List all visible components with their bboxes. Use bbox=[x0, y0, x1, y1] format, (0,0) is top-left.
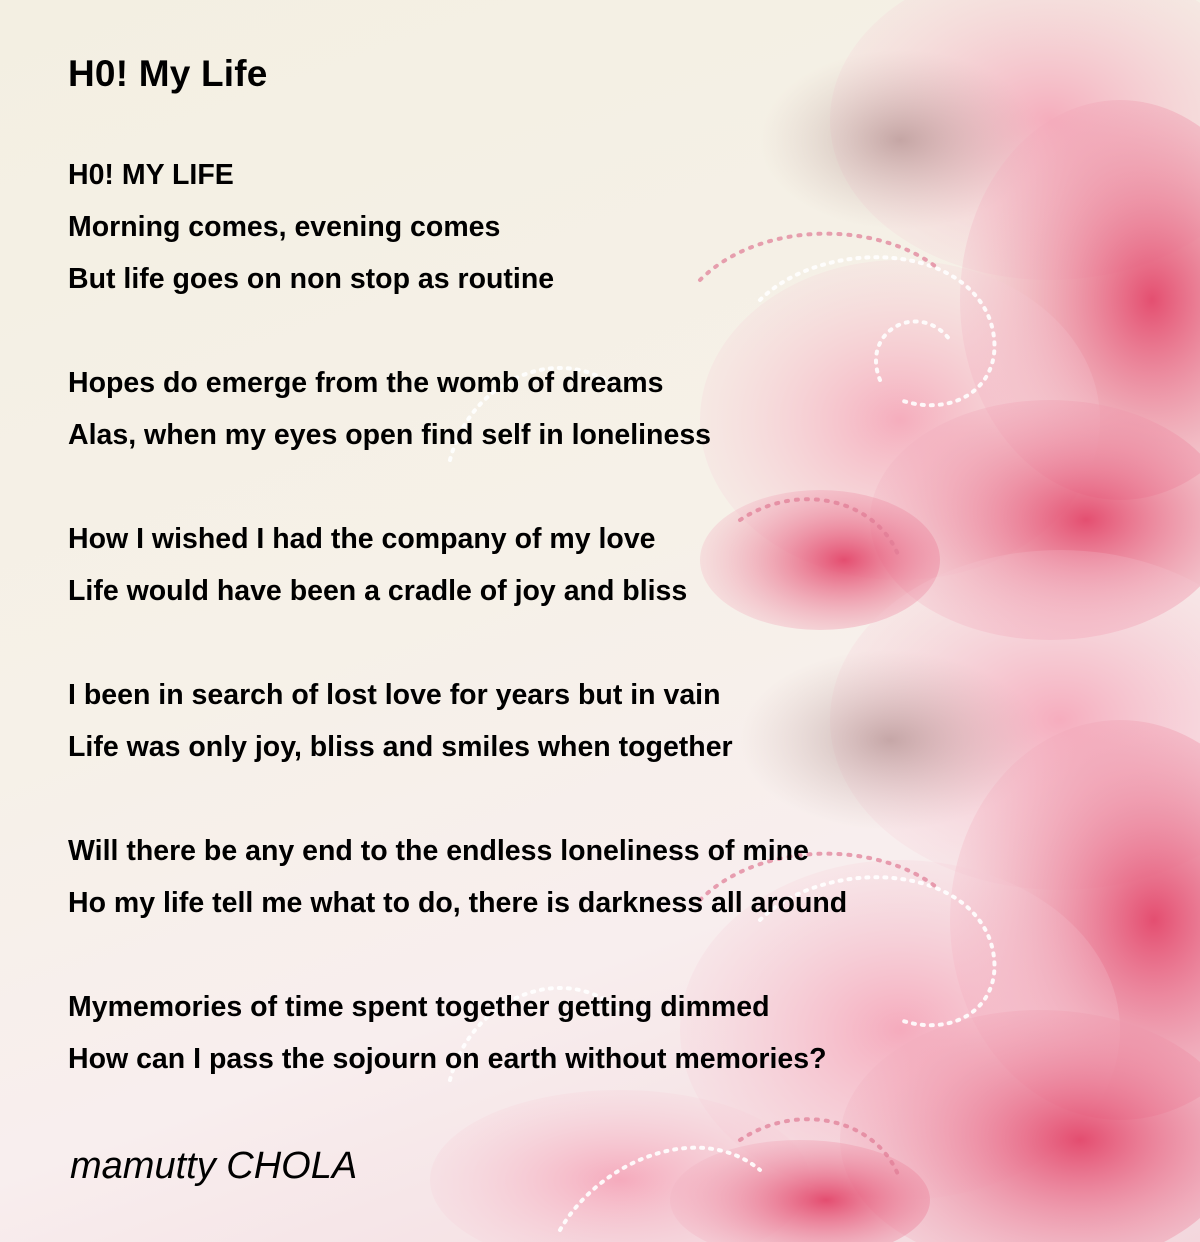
poem-title: H0! My Life bbox=[68, 53, 268, 94]
poem-line: Life was only joy, bliss and smiles when together bbox=[68, 731, 733, 763]
stanza-4 bbox=[68, 669, 733, 773]
stanza-3 bbox=[68, 513, 687, 617]
stanza-1 bbox=[68, 149, 554, 305]
poem-line: But life goes on non stop as routine bbox=[68, 263, 555, 295]
stanza-2 bbox=[68, 357, 711, 461]
poem-line: Morning comes, evening comes bbox=[68, 211, 501, 243]
poem-line: Mymemories of time spent together getting dimmed bbox=[68, 991, 770, 1023]
poem-author: mamutty CHOLA bbox=[70, 1145, 358, 1187]
stanza-5 bbox=[68, 825, 847, 929]
poem-line: I been in search of lost love for years but in vain bbox=[68, 679, 721, 711]
poem-line: H0! MY LIFE bbox=[68, 159, 234, 191]
poem-line: Hopes do emerge from the womb of dreams bbox=[68, 367, 664, 399]
poem-line: Alas, when my eyes open find self in loneliness bbox=[68, 419, 712, 451]
poem-line: How I wished I had the company of my love bbox=[68, 523, 656, 555]
poem-line: How can I pass the sojourn on earth without memories? bbox=[68, 1043, 827, 1075]
poem-line: Ho my life tell me what to do, there is darkness all around bbox=[68, 887, 848, 919]
stanza-6 bbox=[68, 981, 827, 1085]
poem-line: Life would have been a cradle of joy and bliss bbox=[68, 575, 688, 607]
poem-line: Will there be any end to the endless loneliness of mine bbox=[68, 835, 809, 867]
